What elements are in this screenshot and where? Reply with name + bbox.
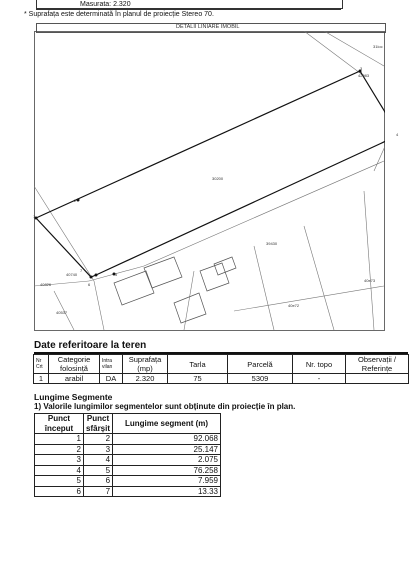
col-category: Categorie folosință bbox=[49, 355, 100, 374]
cell-length: 2.075 bbox=[113, 455, 221, 466]
land-section-title: Date referitoare la teren bbox=[34, 340, 147, 351]
cell-intra: DA bbox=[100, 374, 123, 384]
cell-area: 2.320 bbox=[123, 374, 168, 384]
table-row bbox=[35, 434, 221, 445]
measured-underline bbox=[36, 9, 341, 10]
cell-length: 92.068 bbox=[113, 434, 221, 445]
cell-length: 13.33 bbox=[113, 486, 221, 497]
col-start: Punct început bbox=[35, 414, 84, 434]
label-parcel: 30200 bbox=[212, 176, 224, 181]
segments-table bbox=[34, 413, 221, 497]
cell-end: 4 bbox=[84, 455, 113, 466]
cell-topo: - bbox=[293, 374, 346, 384]
label-point-2: 2 bbox=[74, 198, 77, 203]
cell-notes bbox=[346, 374, 409, 384]
parcel-outline bbox=[36, 71, 385, 277]
detail-title: DETALII LINIARE IMOBIL bbox=[176, 24, 240, 30]
label-neighbor-s: 39430 bbox=[266, 241, 278, 246]
table-row bbox=[35, 476, 221, 487]
land-table bbox=[33, 354, 409, 384]
cell-category: arabil bbox=[49, 374, 100, 384]
cell-end: 7 bbox=[84, 486, 113, 497]
label-point-3: 3 bbox=[360, 66, 363, 71]
table-row bbox=[35, 465, 221, 476]
cell-start: 4 bbox=[35, 465, 84, 476]
label-bottom-left: 40537 bbox=[56, 310, 68, 315]
col-topo: Nr. topo bbox=[293, 355, 346, 374]
label-point-1: 1 bbox=[33, 214, 36, 219]
cell-nr: 1 bbox=[34, 374, 49, 384]
label-point-4: 4 bbox=[396, 132, 399, 137]
label-vertex-w: 40740 bbox=[66, 272, 78, 277]
col-notes: Observații / Referințe bbox=[346, 355, 409, 374]
cell-length: 76.258 bbox=[113, 465, 221, 476]
table-row bbox=[35, 455, 221, 466]
col-parcel: Parcelă bbox=[228, 355, 293, 374]
label-point-7: 7 bbox=[80, 268, 83, 273]
land-header-row bbox=[34, 355, 409, 374]
cell-parcel: 5309 bbox=[228, 374, 293, 384]
segments-title: Lungime Segmente bbox=[34, 392, 113, 402]
table-row bbox=[35, 444, 221, 455]
label-bottom-mid: 40e72 bbox=[288, 303, 300, 308]
col-nr: Nr Crt bbox=[34, 355, 49, 374]
label-point-6: 6 bbox=[88, 282, 91, 287]
label-bottom-right: 40e73 bbox=[364, 278, 376, 283]
cell-length: 7.959 bbox=[113, 476, 221, 487]
col-tarla: Tarla bbox=[168, 355, 228, 374]
col-intra: Intra vilan bbox=[100, 355, 123, 374]
col-length: Lungime segment (m) bbox=[113, 414, 221, 434]
cell-start: 3 bbox=[35, 455, 84, 466]
cell-start: 6 bbox=[35, 486, 84, 497]
measured-area: Masurata: 2.320 bbox=[80, 1, 131, 8]
table-row bbox=[35, 486, 221, 497]
cell-length: 25.147 bbox=[113, 444, 221, 455]
cell-end: 6 bbox=[84, 476, 113, 487]
land-data-row bbox=[34, 374, 409, 384]
cell-tarla: 75 bbox=[168, 374, 228, 384]
cell-end: 5 bbox=[84, 465, 113, 476]
label-corner-tr: 31loc bbox=[373, 44, 383, 49]
label-point-5: 5 bbox=[115, 272, 118, 277]
cell-start: 1 bbox=[35, 434, 84, 445]
stereo-note: * Suprafața este determinată în planul de proiecție Stereo 70. bbox=[24, 11, 214, 18]
cell-start: 5 bbox=[35, 476, 84, 487]
label-vertex-ne: 42083 bbox=[358, 73, 370, 78]
col-area: Suprafața (mp) bbox=[123, 355, 168, 374]
cell-end: 2 bbox=[84, 434, 113, 445]
segments-subtitle: 1) Valorile lungimilor segmentelor sunt obținute din proiecție în plan. bbox=[34, 402, 296, 411]
cell-start: 2 bbox=[35, 444, 84, 455]
segments-header-row bbox=[35, 414, 221, 434]
cell-end: 3 bbox=[84, 444, 113, 455]
label-vertex-sw: 40826 bbox=[40, 282, 52, 287]
col-end: Punct sfârșit bbox=[84, 414, 113, 434]
cadastral-plan bbox=[34, 31, 385, 331]
